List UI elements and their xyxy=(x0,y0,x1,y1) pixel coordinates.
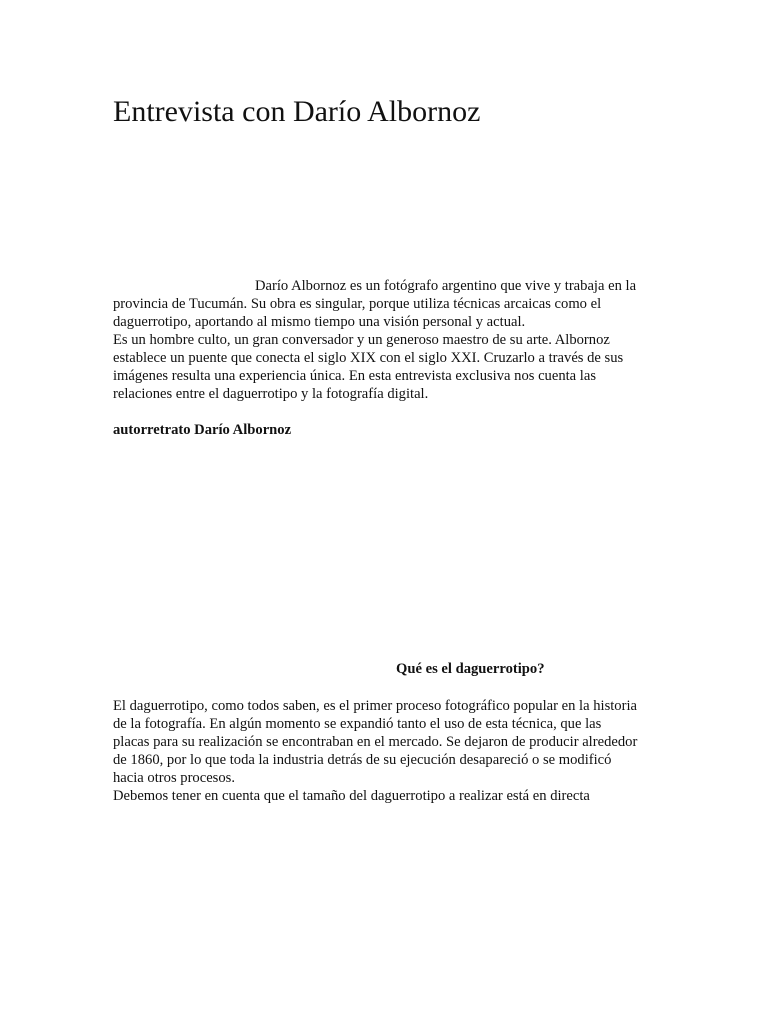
body-paragraph xyxy=(113,697,658,805)
intro-line: relaciones entre el daguerrotipo y la fotografía digital. xyxy=(113,386,429,402)
intro-line: Darío Albornoz es un fotógrafo argentino que vive y trabaja en la xyxy=(255,278,637,294)
image-caption: autorretrato Darío Albornoz xyxy=(113,422,292,438)
document-title: Entrevista con Darío Albornoz xyxy=(113,95,481,128)
intro-line: provincia de Tucumán. Su obra es singular, porque utiliza técnicas arcaicas como el xyxy=(113,296,602,312)
intro-line: establece un puente que conecta el siglo XIX con el siglo XXI. Cruzarlo a través de sus xyxy=(113,350,624,366)
intro-line: imágenes resulta una experiencia única. En esta entrevista exclusiva nos cuenta las xyxy=(113,368,597,384)
section-heading: Qué es el daguerrotipo? xyxy=(396,661,545,677)
body-line: de 1860, por lo que toda la industria detrás de su ejecución desapareció o se modificó xyxy=(113,752,612,768)
body-line: Debemos tener en cuenta que el tamaño del daguerrotipo a realizar está en directa xyxy=(113,788,590,804)
body-line: placas para su realización se encontraban en el mercado. Se dejaron de producir alrededor xyxy=(113,734,638,750)
intro-line: daguerrotipo, aportando al mismo tiempo una visión personal y actual. xyxy=(113,314,526,330)
body-line: de la fotografía. En algún momento se expandió tanto el uso de esta técnica, que las xyxy=(113,716,602,732)
intro-paragraph xyxy=(113,277,658,403)
body-line: hacia otros procesos. xyxy=(113,770,235,786)
body-line: El daguerrotipo, como todos saben, es el primer proceso fotográfico popular en la historia xyxy=(113,698,637,714)
intro-line: Es un hombre culto, un gran conversador y un generoso maestro de su arte. Albornoz xyxy=(113,332,610,348)
